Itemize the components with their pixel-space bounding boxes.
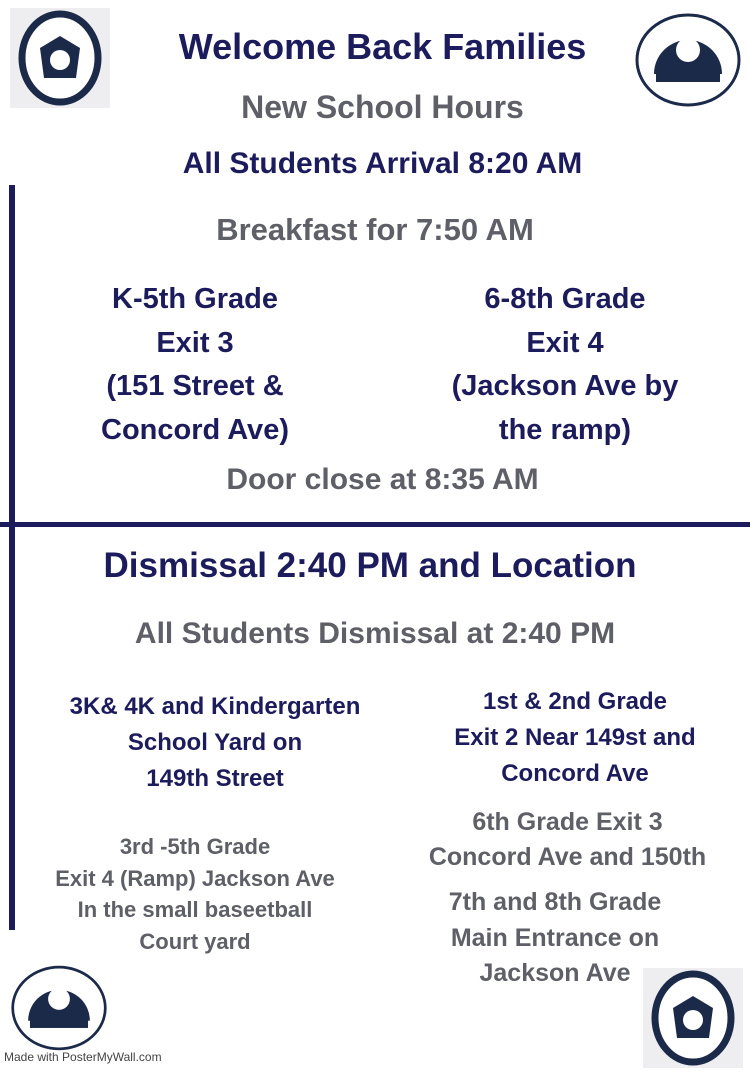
breakfast-time: Breakfast for 7:50 AM bbox=[216, 212, 534, 247]
horizontal-divider bbox=[0, 522, 750, 527]
cubs-logo-bottom bbox=[10, 960, 108, 1056]
text-line: 149th Street bbox=[146, 765, 284, 792]
text-line: Exit 4 bbox=[526, 326, 604, 359]
text-line: 3K& 4K and Kindergarten bbox=[69, 693, 361, 720]
text-line: Exit 3 bbox=[156, 326, 234, 359]
g6-dismissal-block bbox=[395, 805, 740, 875]
text-line: K-5th Grade bbox=[112, 283, 278, 315]
text-line: 7th and 8th Grade bbox=[448, 888, 662, 916]
text-line: In the small baseetball bbox=[77, 897, 313, 922]
text-line: Exit 4 (Ramp) Jackson Ave bbox=[55, 865, 335, 891]
subtitle: New School Hours bbox=[241, 89, 524, 125]
text-line: Jackson Ave bbox=[479, 959, 631, 987]
text-line: the ramp) bbox=[498, 413, 632, 446]
prek-dismissal-block bbox=[20, 689, 410, 797]
text-line: Court yard bbox=[139, 928, 251, 954]
text-line: 1st & 2nd Grade bbox=[482, 688, 668, 715]
text-line: Concord Ave and 150th bbox=[428, 843, 707, 871]
text-line: (Jackson Ave by bbox=[451, 370, 679, 402]
g78-dismissal-block bbox=[395, 885, 715, 992]
dismissal-heading: Dismissal 2:40 PM and Location bbox=[103, 546, 637, 585]
text-line: 6-8th Grade bbox=[484, 283, 646, 315]
g12-dismissal-block bbox=[410, 684, 740, 792]
text-line: Main Entrance on bbox=[450, 923, 660, 952]
text-line: Concord Ave bbox=[501, 760, 649, 787]
text-line: 6th Grade Exit 3 bbox=[472, 808, 663, 836]
page-title: Welcome Back Families bbox=[178, 26, 587, 67]
tigers-logo bbox=[10, 8, 110, 108]
door-close-time: Door close at 8:35 AM bbox=[226, 463, 539, 496]
all-students-dismissal: All Students Dismissal at 2:40 PM bbox=[134, 617, 616, 650]
arrival-time: All Students Arrival 8:20 AM bbox=[182, 147, 583, 180]
cubs-logo bbox=[634, 12, 742, 108]
postermywall-credit[interactable]: Made with PosterMyWall.com bbox=[4, 1050, 162, 1064]
text-line: 3rd -5th Grade bbox=[119, 834, 271, 859]
g68-exit-block bbox=[405, 278, 725, 452]
vertical-divider bbox=[9, 185, 15, 930]
text-line: School Yard on bbox=[127, 729, 303, 756]
k5-exit-block bbox=[45, 278, 345, 452]
text-line: (151 Street & bbox=[106, 370, 284, 402]
text-line: Exit 2 Near 149st and bbox=[454, 724, 696, 751]
g35-dismissal-block bbox=[20, 831, 370, 957]
text-line: Concord Ave) bbox=[101, 413, 289, 446]
